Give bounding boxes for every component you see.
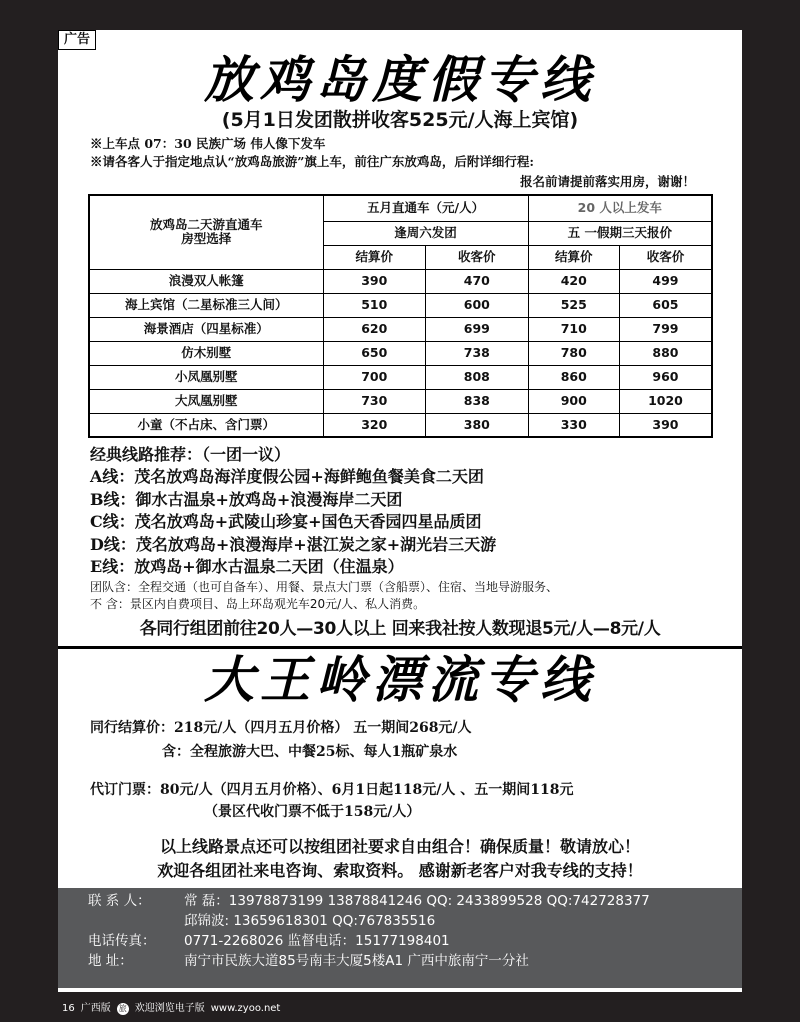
subtitle-departure: (5月1日发团散拼收客525元/人海上宾馆) xyxy=(221,109,579,131)
col-retail-2: 收客价 xyxy=(619,245,712,269)
price-table xyxy=(88,194,713,438)
route-d: D线：茂名放鸡岛+浪漫海岸+湛江炭之家+湖光岩三天游 xyxy=(90,534,497,554)
routes-title: 经典线路推荐：（一团一议） xyxy=(90,445,291,464)
cell: 525 xyxy=(528,293,619,317)
route-e: E线：放鸡岛+御水古温泉二天团（住温泉） xyxy=(90,557,404,576)
welcome-text: 欢迎浏览电子版 xyxy=(134,1003,205,1014)
cell: 380 xyxy=(426,413,529,437)
cell: 780 xyxy=(528,341,619,365)
contact-primary: 常 磊：13978873199 13878841246 QQ: 2433899528 QQ:742728377 xyxy=(184,893,650,909)
route-c: C线：茂名放鸡岛+武陵山珍宴+国色天香园四星品质团 xyxy=(90,512,482,531)
cell: 799 xyxy=(619,317,712,341)
cell: 960 xyxy=(619,365,712,389)
ad-tag: 广告 xyxy=(58,30,96,50)
cell: 838 xyxy=(426,389,529,413)
contact-label: 联 系 人： xyxy=(88,893,151,909)
website-link[interactable]: www.zyoo.net xyxy=(210,1003,281,1014)
price-includes: 含：全程旅游大巴、中餐25标、每人1瓶矿泉水 xyxy=(162,744,458,760)
col-retail-1: 收客价 xyxy=(426,245,529,269)
row-name: 海景酒店（四星标准） xyxy=(89,317,323,341)
cell: 860 xyxy=(528,365,619,389)
cell: 390 xyxy=(619,413,712,437)
title-fangjidao: 放鸡岛度假专线 xyxy=(204,51,596,109)
ticket-price: 代订门票：80元/人（四月五月价格）、6月1日起118元/人 、五一期间118元 xyxy=(90,782,574,798)
row-name: 大凤凰别墅 xyxy=(89,389,323,413)
cell: 420 xyxy=(528,269,619,293)
cell: 620 xyxy=(323,317,426,341)
fax-label: 电话传真： xyxy=(88,933,156,949)
cell: 600 xyxy=(426,293,529,317)
row-name: 小凤凰别墅 xyxy=(89,365,323,389)
edition-label: 广西版 xyxy=(80,1003,111,1014)
fax-value: 0771-2268026 监督电话：15177198401 xyxy=(184,933,450,949)
row-name: 仿木别墅 xyxy=(89,341,323,365)
includes-text: 团队含：全程交通（也可自备车）、用餐、景点大门票（含船票）、住宿、当地导游服务、 xyxy=(90,579,559,594)
cell: 700 xyxy=(323,365,426,389)
col-settle-2: 结算价 xyxy=(528,245,619,269)
cell: 900 xyxy=(528,389,619,413)
header-holiday: 五 一假期三天报价 xyxy=(528,221,712,245)
contact-secondary: 邱锦波: 13659618301 QQ:767835516 xyxy=(184,913,436,929)
cell: 808 xyxy=(426,365,529,389)
excludes-text: 不 含：景区内自费项目、岛上环岛观光车20元/人、私人消费。 xyxy=(90,596,426,611)
contact-spacer xyxy=(88,911,184,931)
table-row xyxy=(89,293,712,317)
header-saturday: 逢周六发团 xyxy=(323,221,528,245)
cell: 1020 xyxy=(619,389,712,413)
settle-price: 同行结算价：218元/人（四月五月价格） 五一期间268元/人 xyxy=(90,720,472,736)
cell: 710 xyxy=(528,317,619,341)
header-group-size: 20 人以上发车 xyxy=(528,195,712,221)
section-divider xyxy=(58,646,742,649)
row-name: 小童（不占床、含门票） xyxy=(89,413,323,437)
table-corner: 放鸡岛二天游直通车 房型选择 xyxy=(89,195,323,269)
address-value: 南宁市民族大道85号南丰大厦5楼A1 广西中旅南宁一分社 xyxy=(184,953,529,969)
title-dawangling: 大王岭漂流专线 xyxy=(204,651,596,709)
table-row xyxy=(89,269,712,293)
cell: 605 xyxy=(619,293,712,317)
group-refund-banner: 各同行组团前往20人—30人以上 回来我社按人数现退5元/人—8元/人 xyxy=(139,619,661,639)
col-settle-1: 结算价 xyxy=(323,245,426,269)
cell: 880 xyxy=(619,341,712,365)
cell: 390 xyxy=(323,269,426,293)
note-pickup: ※上车点 07：30 民族广场 伟人像下发车 xyxy=(90,136,326,151)
route-b: B线：御水古温泉+放鸡岛+浪漫海岸二天团 xyxy=(90,489,403,509)
table-row xyxy=(89,389,712,413)
row-name: 海上宾馆（二星标准三人间） xyxy=(89,293,323,317)
cell: 650 xyxy=(323,341,426,365)
page-number: 16 xyxy=(62,1003,75,1014)
cell: 330 xyxy=(528,413,619,437)
logo-icon: 旅 xyxy=(118,1004,127,1013)
table-row xyxy=(89,413,712,437)
cell: 470 xyxy=(426,269,529,293)
cell: 738 xyxy=(426,341,529,365)
slogan-welcome: 欢迎各组团社来电咨询、索取资料。 感谢新老客户对我专线的支持！ xyxy=(157,861,643,880)
ticket-note: （景区代收门票不低于158元/人） xyxy=(204,804,421,820)
route-a: A线：茂名放鸡岛海洋度假公园+海鲜鲍鱼餐美食二天团 xyxy=(90,467,484,486)
slogan-quality: 以上线路景点还可以按组团社要求自由组合！确保质量！敬请放心！ xyxy=(159,837,640,856)
note-meeting: ※请各客人于指定地点认“放鸡岛旅游”旗上车，前往广东放鸡岛，后附详细行程: xyxy=(90,154,534,169)
table-row xyxy=(89,341,712,365)
route-list xyxy=(90,444,730,613)
note-booking: 报名前请提前落实用房，谢谢！ xyxy=(520,174,696,189)
cell: 320 xyxy=(323,413,426,437)
table-row xyxy=(89,317,712,341)
cell: 510 xyxy=(323,293,426,317)
contact-panel xyxy=(58,888,742,988)
advertisement-page xyxy=(58,30,742,992)
table-row xyxy=(89,365,712,389)
row-name: 浪漫双人帐篷 xyxy=(89,269,323,293)
cell: 499 xyxy=(619,269,712,293)
page-footer xyxy=(0,992,800,1022)
cell: 699 xyxy=(426,317,529,341)
header-may-bus: 五月直通车（元/人） xyxy=(323,195,528,221)
cell: 730 xyxy=(323,389,426,413)
address-label: 地 址： xyxy=(88,953,133,969)
